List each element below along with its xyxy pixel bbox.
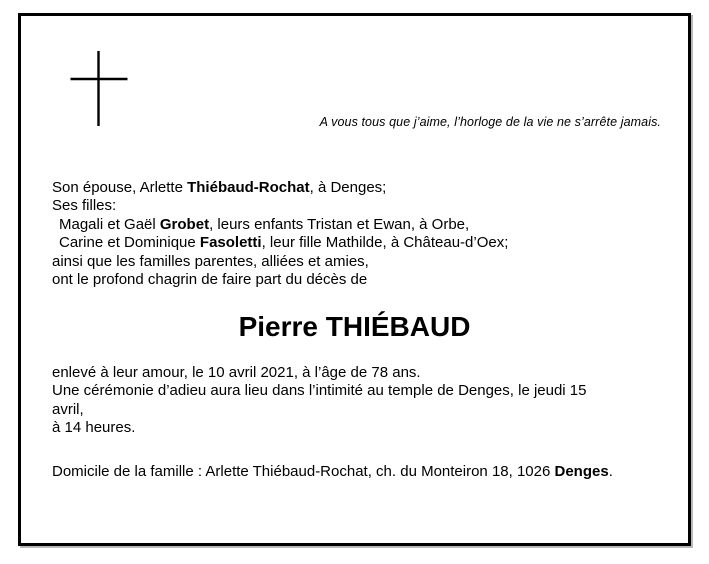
notice-card — [18, 13, 691, 546]
emphasized-name: Fasoletti — [199, 234, 262, 252]
latin-cross-icon — [70, 50, 128, 127]
text-segment: à 14 heures. — [52, 419, 136, 437]
ceremony-details-block — [52, 364, 587, 438]
domicile-block — [52, 463, 613, 481]
text-segment: , leurs enfants Tristan et Ewan, à Orbe, — [209, 215, 470, 233]
text-segment: Son épouse, Arlette — [52, 179, 188, 196]
text-segment: enlevé à leur amour, le 10 avril 2021, à l’âge de 78 ans. — [52, 364, 421, 381]
emphasized-name: Denges — [554, 463, 609, 480]
text-segment: Domicile de la famille : Arlette Thiébaud-Rochat, ch. du Monteiron 18, 1026 — [52, 463, 555, 480]
text-line — [52, 364, 587, 382]
text-line — [52, 234, 508, 252]
text-line — [52, 179, 508, 197]
text-segment: avril, — [52, 400, 84, 418]
text-line — [52, 401, 587, 419]
text-segment: Magali et Gaël — [59, 215, 160, 233]
text-segment: ainsi que les familles parentes, alliées et amies, — [52, 252, 369, 270]
text-segment: ont le profond chagrin de faire part du décès de — [52, 271, 368, 289]
text-line — [52, 419, 587, 437]
text-segment: Ses filles: — [52, 197, 117, 215]
text-segment: Carine et Dominique — [59, 234, 200, 252]
text-line — [52, 271, 508, 289]
text-line — [52, 216, 508, 234]
text-segment: , leur fille Mathilde, à Château-d’Oex; — [261, 234, 509, 252]
text-segment: , à Denges; — [309, 179, 387, 196]
text-segment: . — [608, 463, 613, 480]
text-line — [52, 197, 508, 215]
text-segment: Une cérémonie d’adieu aura lieu dans l’intimité au temple de Denges, le jeudi 15 — [52, 382, 587, 400]
emphasized-name: Thiébaud-Rochat — [187, 179, 310, 196]
text-line — [52, 253, 508, 271]
memorial-quote: A vous tous que j’aime, l’horloge de la vie ne s’arrête jamais. — [319, 115, 661, 129]
deceased-name: Pierre THIÉBAUD — [238, 311, 471, 342]
family-intro-block — [52, 179, 508, 289]
text-line — [52, 382, 587, 400]
emphasized-name: Grobet — [159, 215, 210, 233]
text-line — [52, 463, 613, 481]
